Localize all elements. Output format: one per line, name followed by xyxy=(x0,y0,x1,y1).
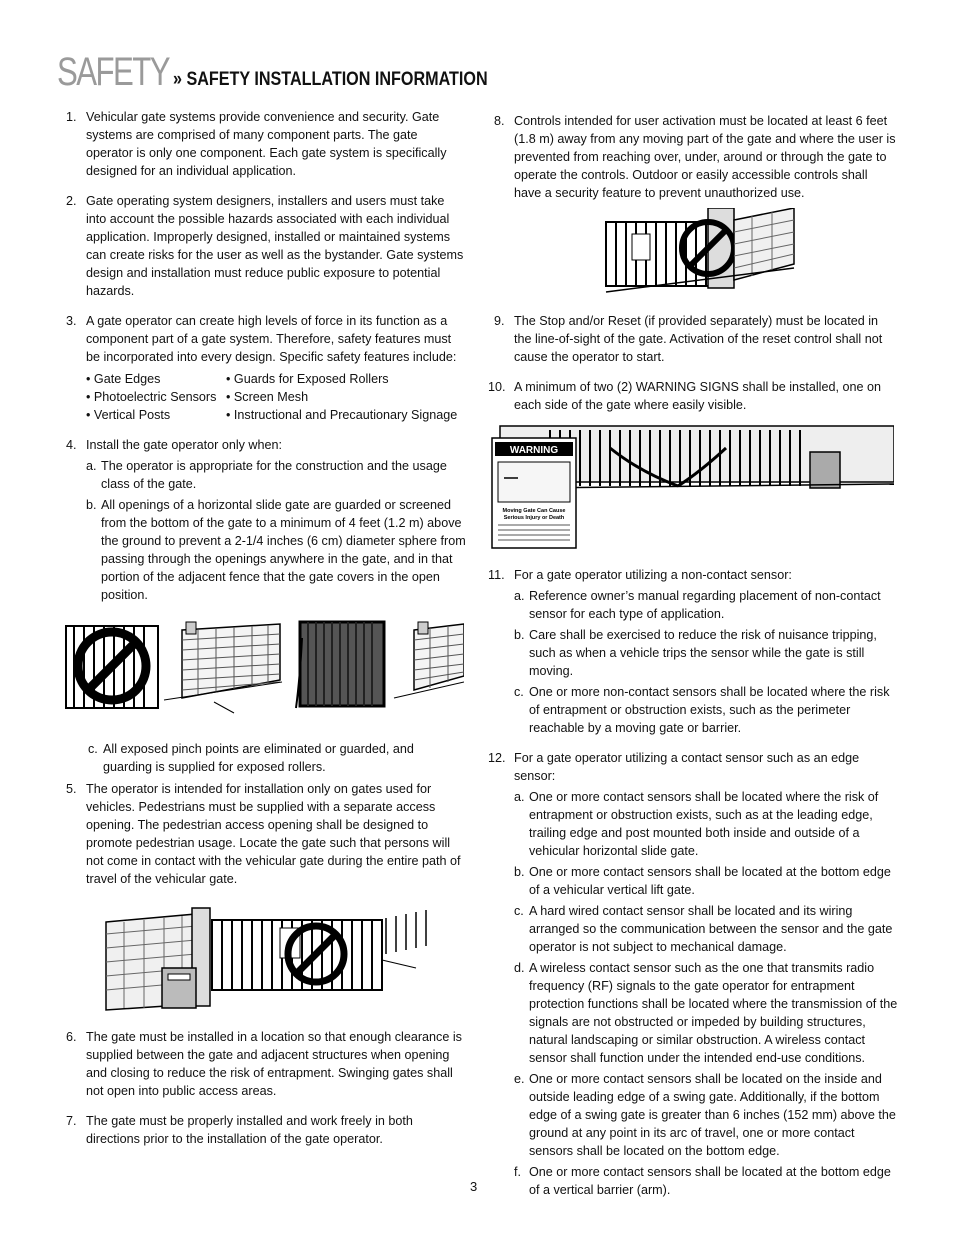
sub-item-c xyxy=(88,740,466,776)
controls-placement-illustration xyxy=(494,208,898,304)
sub-text: One or more non-contact sensors shall be located where the risk of entrapment or obstruction exists, such as the perimeter reachable by a moving gate or barrier. xyxy=(529,685,890,735)
item-number: 7. xyxy=(66,1114,77,1128)
item-number: 6. xyxy=(66,1030,77,1044)
sub-item-f xyxy=(514,1163,898,1199)
sub-text: The operator is appropriate for the construction and the usage class of the gate. xyxy=(101,459,447,491)
bullet-item: • Guards for Exposed Rollers xyxy=(226,372,389,386)
bullet-item: • Screen Mesh xyxy=(226,390,309,404)
list-item-1 xyxy=(66,108,466,180)
sub-text: All exposed pinch points are eliminated or guarded, and guarding is supplied for exposed rollers. xyxy=(103,742,414,774)
list-item-9 xyxy=(494,312,898,366)
list-item-5 xyxy=(66,780,466,888)
sub-text: One or more contact sensors shall be located at the bottom edge of a vehicular vertical lift gate. xyxy=(529,865,891,897)
sub-letter: c. xyxy=(514,904,524,918)
page-header xyxy=(57,50,543,95)
list-item-12 xyxy=(488,749,898,1199)
brick-wall-panel-2 xyxy=(394,622,464,698)
warning-sign-line-2: Serious Injury or Death xyxy=(503,515,565,521)
sub-text: One or more contact sensors shall be located where the risk of entrapment or obstruction exists, such as at the leading edge, trailing edge and post mounted both inside and outside of a vehicular horizontal slide gate. xyxy=(529,790,879,858)
sub-text: One or more contact sensors shall be located on the inside and outside leading edge of a swing gate. Additionally, if the bottom edge of a swing gate is greater than 6 inches (152 mm) above the ground at any point in its arc of travel, one or more contact sensors shall be located on the bottom edge. xyxy=(529,1072,896,1158)
page-number: 3 xyxy=(470,1179,478,1194)
item-text: The Stop and/or Reset (if provided separately) must be located in the line-of-sight of the gate. Activation of the reset control shall not cause the operator to start. xyxy=(514,314,883,364)
item-number: 4. xyxy=(66,438,77,452)
bullet-item: • Photoelectric Sensors xyxy=(86,390,217,404)
item-text: Vehicular gate systems provide convenience and security. Gate systems are comprised of many component parts. The gate operator is only one component. Each gate system is specifically designed for an individual application. xyxy=(86,110,447,178)
list-item-3 xyxy=(66,312,466,424)
right-column xyxy=(488,112,898,1211)
item-text: The gate must be installed in a location so that enough clearance is supplied between the gate and adjacent structures when opening and closing to reduce the risk of entrapment. Swinging gates shall not open into public access areas. xyxy=(86,1030,462,1098)
item-number: 1. xyxy=(66,110,77,124)
right-fence xyxy=(386,910,426,954)
item-number: 5. xyxy=(66,782,77,796)
list-item-8 xyxy=(494,112,898,202)
item-text: Install the gate operator only when: xyxy=(86,438,283,452)
sub-item-b xyxy=(514,863,898,899)
sub-item-b xyxy=(86,496,466,604)
item-text: The gate must be properly installed and work freely in both directions prior to the installation of the gate operator. xyxy=(86,1114,413,1146)
page-title xyxy=(173,69,488,91)
list-item-4c xyxy=(66,740,466,776)
sub-text: Reference owner’s manual regarding placement of non-contact sensor for each type of application. xyxy=(529,589,881,621)
item-number: 11. xyxy=(488,568,505,582)
bullet-item: • Vertical Posts xyxy=(86,408,171,422)
sub-letter: c. xyxy=(88,742,98,756)
gate-operator-unit xyxy=(162,968,196,1008)
sub-text: All openings of a horizontal slide gate are guarded or screened from the bottom of the gate to a minimum of 4 feet (1.2 m) above the ground to prevent a 2-1/4 inches (6 cm) diameter sphere from passing through the openings anywhere in the gate, and in that portion of the adjacent fence that the gate covers in the open position. xyxy=(101,498,466,602)
list-item-2 xyxy=(66,192,466,300)
warning-sign-line-1: Moving Gate Can Cause xyxy=(502,508,566,514)
item-number: 2. xyxy=(66,194,77,208)
sub-text: One or more contact sensors shall be located at the bottom edge of a vertical barrier (arm). xyxy=(529,1165,891,1197)
sub-item-c xyxy=(514,683,898,737)
sub-item-b xyxy=(514,626,898,680)
list-item-11 xyxy=(488,566,898,737)
item-number: 10. xyxy=(488,380,506,394)
warning-sign xyxy=(492,438,576,548)
brick-wall-panel-1 xyxy=(164,622,282,713)
sub-letter: a. xyxy=(86,459,97,473)
sub-letter: d. xyxy=(514,961,525,975)
pedestrian-gate-illustration xyxy=(66,904,466,1016)
item-text: For a gate operator utilizing a non-contact sensor: xyxy=(514,568,792,582)
item-text: Gate operating system designers, installers and users must take into account the possible hazards associated with each individual application. Improperly designed, installed or maintained systems can create risks for the user as well as the bystander. Gate systems design and installation must reduce public exposure to potential hazards. xyxy=(86,194,464,298)
gate-with-control xyxy=(606,208,794,292)
list-item-6 xyxy=(66,1028,466,1100)
left-column xyxy=(66,108,466,1160)
warning-sign-heading: WARNING xyxy=(509,445,559,456)
sub-item-c xyxy=(514,902,898,956)
bullet-item: • Gate Edges xyxy=(86,372,161,386)
sub-letter: c. xyxy=(514,685,524,699)
item-text: Controls intended for user activation must be located at least 6 feet (1.8 m) away from any moving part of the gate and where the user is prevented from reaching over, under, around or through the gate to operate the controls. Outdoor or easily accessible controls shall have a security feature to prevent unauthorized use. xyxy=(514,114,896,200)
bullet-item: • Instructional and Precautionary Signage xyxy=(226,408,458,422)
title-text: SAFETY INSTALLATION INFORMATION xyxy=(186,69,488,90)
item-number: 12. xyxy=(488,751,506,765)
sub-letter: f. xyxy=(514,1165,521,1179)
sub-item-d xyxy=(514,959,898,1067)
sub-letter: b. xyxy=(86,498,97,512)
sub-text: A hard wired contact sensor shall be located and its wiring arranged so the communication between the sensor and the gate operator is not subject to mechanical damage. xyxy=(529,904,893,954)
title-separator: » xyxy=(172,69,182,90)
safety-features-list xyxy=(86,370,466,424)
sub-letter: a. xyxy=(514,790,525,804)
sub-letter: b. xyxy=(514,628,525,642)
section-brand: SAFETY xyxy=(57,50,170,94)
gate-operator-unit xyxy=(810,452,840,488)
item-text: The operator is intended for installation only on gates used for vehicles. Pedestrians must be supplied with a separate access opening. The pedestrian access opening shall be designed to promote pedestrian usage. Locate the gate such that persons will not come in contact with the vehicular gate during the entire path of travel of the vehicular gate. xyxy=(86,782,461,886)
sub-letter: e. xyxy=(514,1072,525,1086)
sub-text: A wireless contact sensor such as the one that transmits radio frequency (RF) signals to the gate operator for entrapment protection functions shall be located where the transmission of the signals are not obstructed or impeded by building structures, natural landscaping or similar obstruction. A wireless contact sensor shall function under the intended end-use conditions. xyxy=(529,961,898,1065)
item-number: 8. xyxy=(494,114,505,128)
item-text: A gate operator can create high levels of force in its function as a component part of a gate system. Therefore, safety features must be incorporated into every design. Specific safety features include: xyxy=(86,314,457,364)
item-text: A minimum of two (2) WARNING SIGNS shall be installed, one on each side of the gate where easily visible. xyxy=(514,380,881,412)
sub-item-a xyxy=(86,457,466,493)
sub-letter: a. xyxy=(514,589,525,603)
list-item-4 xyxy=(66,436,466,604)
item-text: For a gate operator utilizing a contact sensor such as an edge sensor: xyxy=(514,751,860,783)
sub-letter: b. xyxy=(514,865,525,879)
sub-item-e xyxy=(514,1070,898,1160)
item-number: 9. xyxy=(494,314,505,328)
unguarded-gate-panel xyxy=(66,626,158,708)
screened-gate-panel xyxy=(296,622,384,708)
item-number: 3. xyxy=(66,314,77,328)
slide-gate-guarding-illustration xyxy=(64,618,464,718)
list-item-10 xyxy=(488,378,898,414)
warning-signs-illustration xyxy=(490,422,894,550)
sub-text: Care shall be exercised to reduce the risk of nuisance tripping, such as when a vehicle trips the sensor while the gate is still moving. xyxy=(529,628,877,678)
sub-item-a xyxy=(514,587,898,623)
sub-item-a xyxy=(514,788,898,860)
list-item-7 xyxy=(66,1112,466,1148)
